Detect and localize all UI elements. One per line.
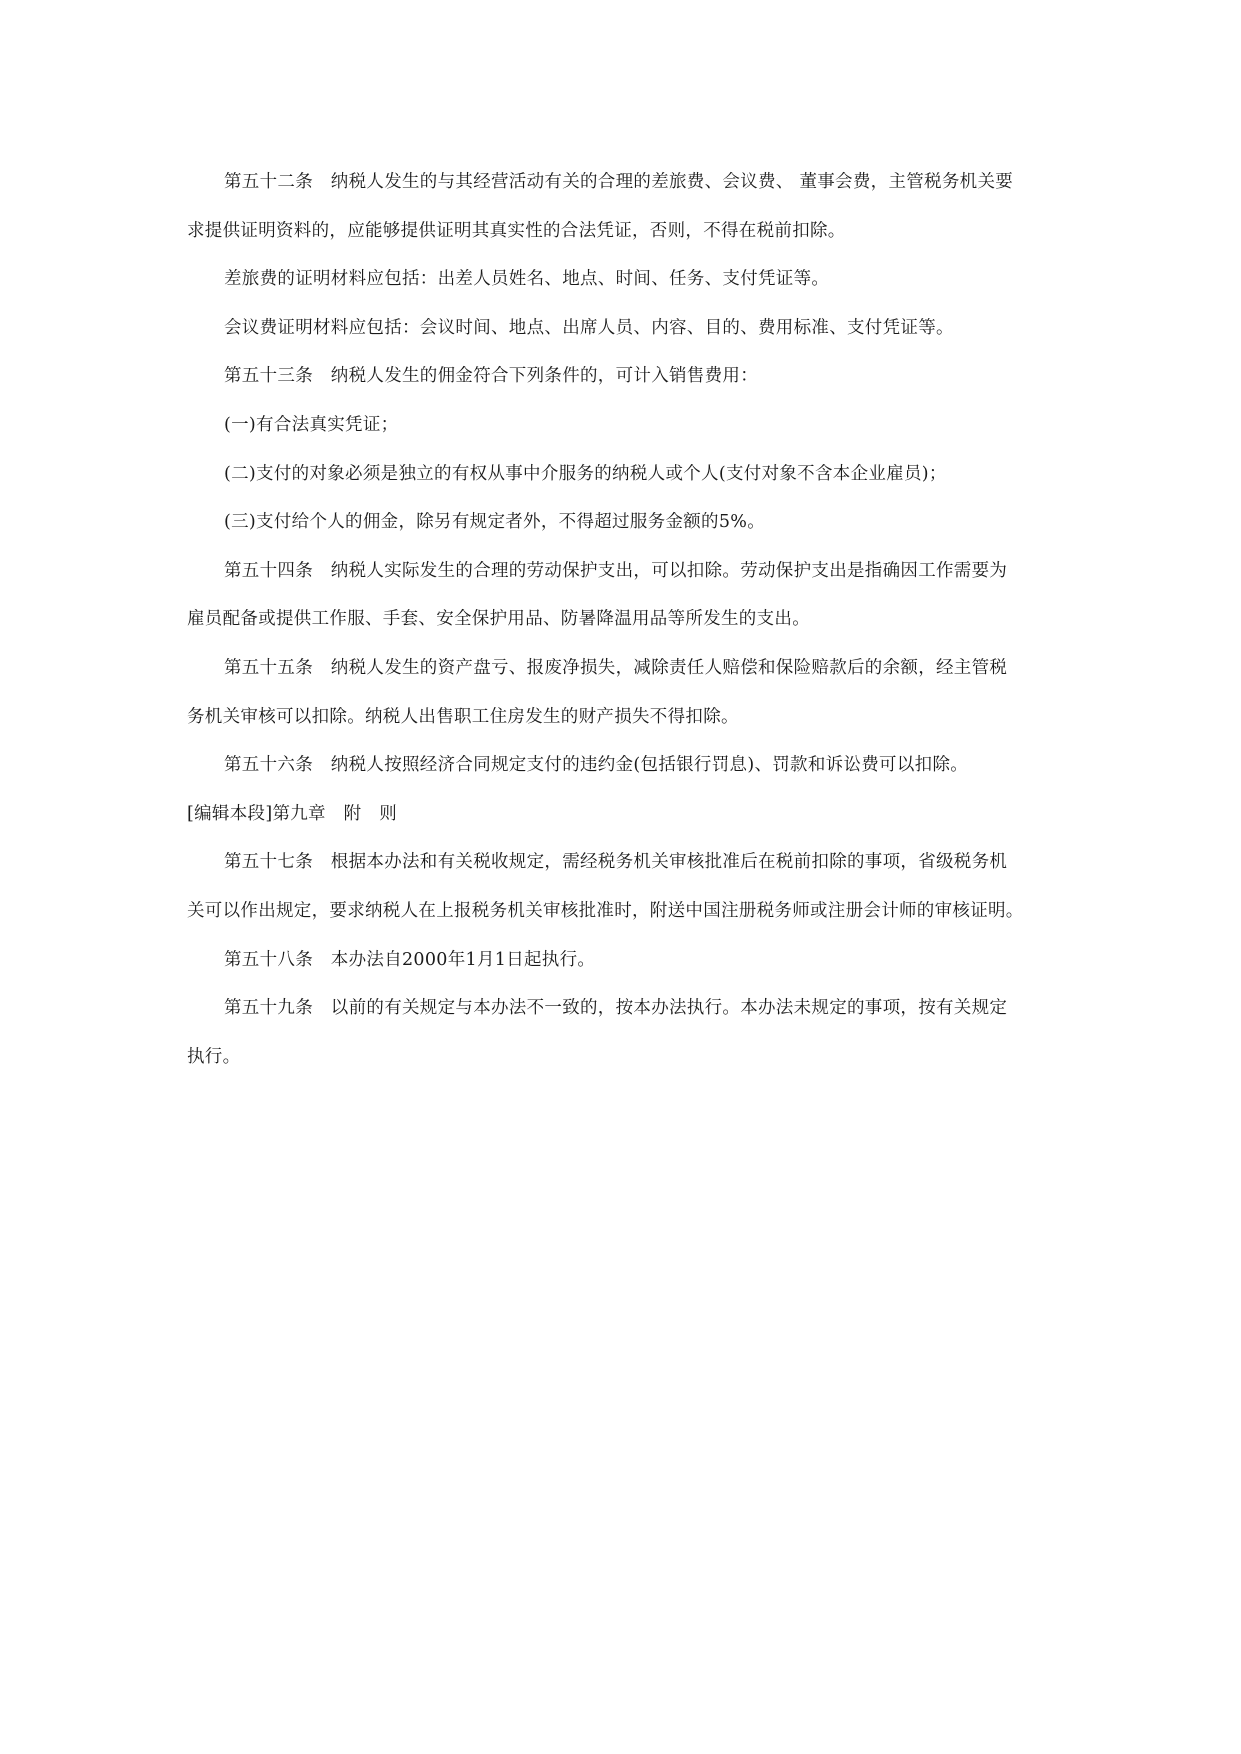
- text-line: 执行。: [187, 1046, 241, 1067]
- article-53: [187, 352, 1057, 401]
- chapter-9-heading: [187, 790, 1057, 839]
- text-line: 第五十七条 根据本办法和有关税收规定，需经税务机关审核批准后在税前扣除的事项，省级税务机: [224, 852, 1008, 873]
- article-59: [187, 984, 1057, 1081]
- text-line: 第五十二条 纳税人发生的与其经营活动有关的合理的差旅费、会议费、 董事会费，主管税务机关要: [224, 172, 1014, 192]
- text-line: 第五十八条 本办法自2000年1月1日起执行。: [224, 949, 596, 970]
- text-line: 第五十四条 纳税人实际发生的合理的劳动保护支出，可以扣除。劳动保护支出是指确因工作需要为: [224, 560, 1008, 581]
- article-53-item-1: [187, 401, 1057, 450]
- article-53-item-3: [187, 498, 1057, 547]
- text-line: 关可以作出规定，要求纳税人在上报税务机关审核批准时，附送中国注册税务师或注册会计师的审核证明。: [187, 900, 1024, 921]
- travel-expense-proof: [187, 255, 1057, 304]
- text-line: (一)有合法真实凭证；: [224, 414, 399, 435]
- article-52: [187, 158, 1057, 255]
- article-57: [187, 838, 1057, 935]
- text-line: 第五十九条 以前的有关规定与本办法不一致的，按本办法执行。本办法未规定的事项，按有关规定: [224, 998, 1008, 1019]
- text-line: 第五十三条 纳税人发生的佣金符合下列条件的，可计入销售费用：: [224, 366, 758, 387]
- document-body: [187, 158, 1057, 1081]
- text-line: 务机关审核可以扣除。纳税人出售职工住房发生的财产损失不得扣除。: [187, 706, 739, 727]
- text-line: [编辑本段]第九章 附 则: [187, 803, 398, 824]
- article-54: [187, 547, 1057, 644]
- text-line: 第五十五条 纳税人发生的资产盘亏、报废净损失，减除责任人赔偿和保险赔款后的余额，经主管税: [224, 657, 1008, 678]
- text-line: 会议费证明材料应包括：会议时间、地点、出席人员、内容、目的、费用标准、支付凭证等。: [224, 317, 954, 338]
- text-line: 求提供证明资料的，应能够提供证明其真实性的合法凭证，否则，不得在税前扣除。: [187, 220, 846, 241]
- article-55: [187, 644, 1057, 741]
- article-58: [187, 936, 1057, 985]
- text-line: 第五十六条 纳税人按照经济合同规定支付的违约金(包括银行罚息)、罚款和诉讼费可以扣除。: [224, 755, 969, 776]
- text-line: (三)支付给个人的佣金，除另有规定者外，不得超过服务金额的5%。: [224, 512, 766, 533]
- text-line: 差旅费的证明材料应包括：出差人员姓名、地点、时间、任务、支付凭证等。: [224, 269, 830, 290]
- text-line: 雇员配备或提供工作服、手套、安全保护用品、防暑降温用品等所发生的支出。: [187, 609, 810, 630]
- text-line: (二)支付的对象必须是独立的有权从事中介服务的纳税人或个人(支付对象不含本企业雇员)；: [224, 463, 947, 484]
- article-53-item-2: [187, 450, 1057, 499]
- meeting-expense-proof: [187, 304, 1057, 353]
- article-56: [187, 741, 1057, 790]
